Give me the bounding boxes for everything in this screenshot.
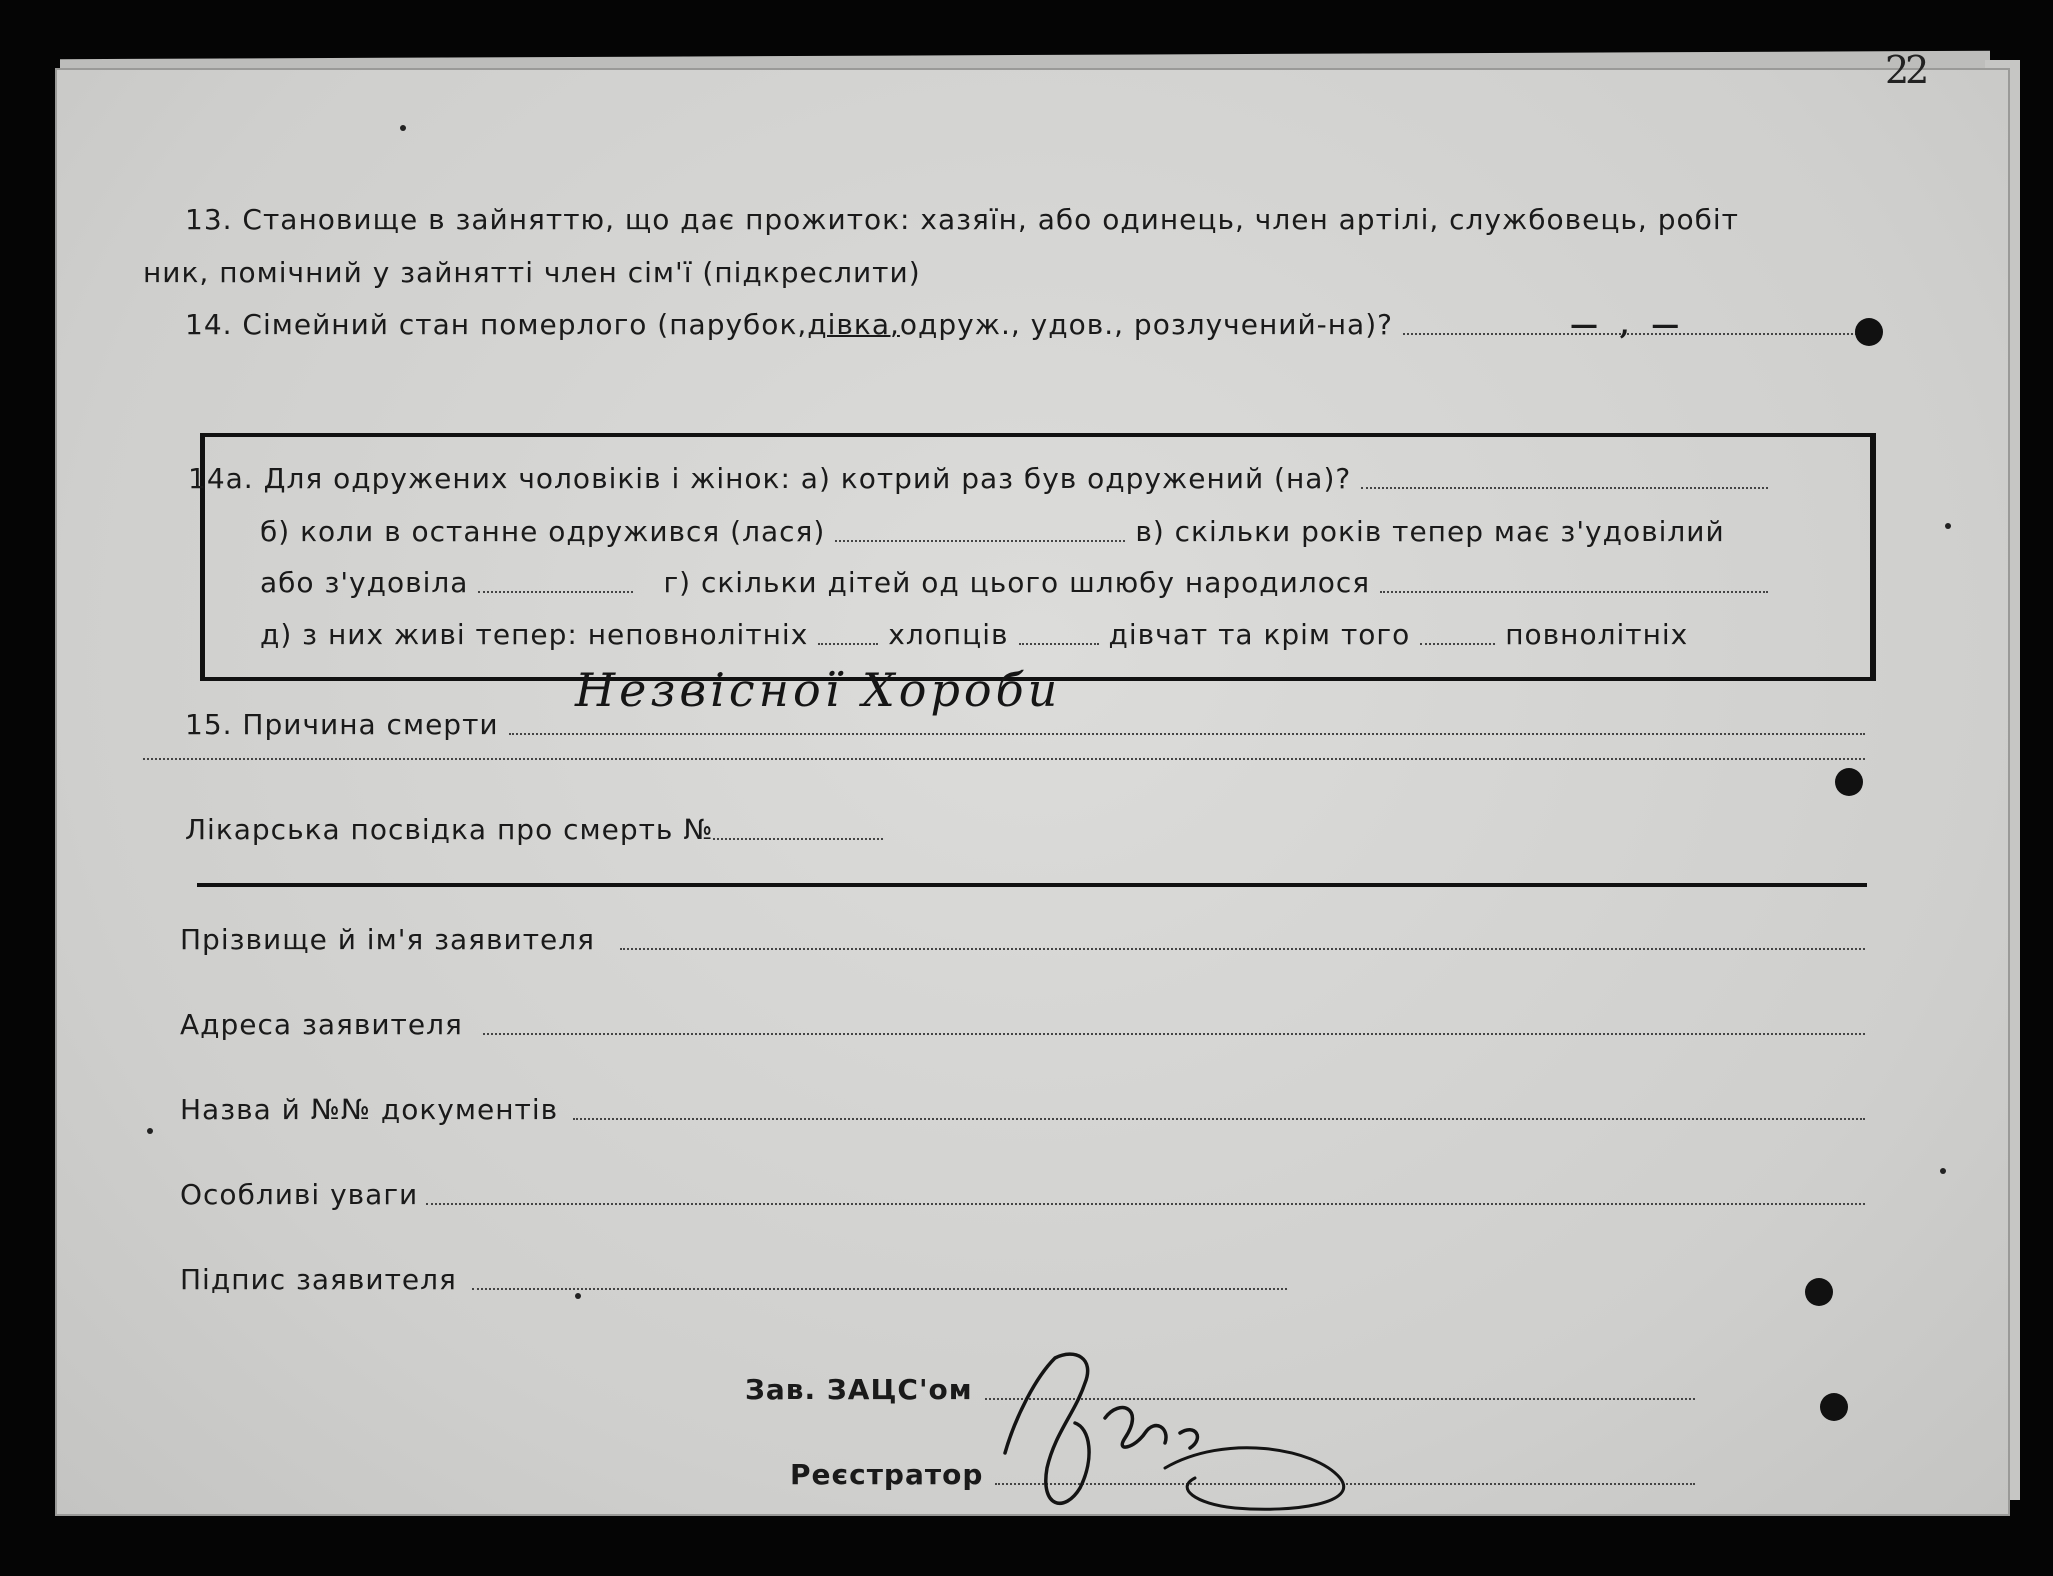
page-number-text: 22 [1885,48,1926,92]
q14a-adults-answer-line[interactable] [1420,643,1495,645]
q14-text-before: 14. Сімейний стан померлого (парубок, [185,308,808,341]
speck-4 [575,1293,581,1299]
punch-hole-4 [1820,1393,1848,1421]
applicant-address-line [180,1008,1865,1041]
q15-label: 15. Причина смерти [185,708,499,741]
q14a-line2 [260,515,1768,548]
applicant-documents-line [180,1093,1865,1126]
speck-5 [147,1128,153,1134]
head-of-office-label: Зав. ЗАЦС'ом [745,1373,973,1406]
medical-certificate-label: Лікарська посвідка про смерть № [185,813,714,846]
applicant-signature-label: Підпис заявителя [180,1263,457,1296]
q14a-adults-label: повнолітніх [1505,618,1689,651]
q14a-boys-answer-line[interactable] [1019,643,1099,645]
q14a-widowed-label: або з'удовіла [260,566,469,599]
applicant-name-label: Прізвище й ім'я заявителя [180,923,596,956]
medical-certificate-line [185,813,893,846]
q15-answer-text: Незвісної Хороби [575,663,1062,717]
q14a-b-label: б) коли в останне одружився (лася) [260,515,826,548]
document-page [55,68,2010,1516]
punch-hole-1 [1855,318,1883,346]
q14a-line4 [260,618,1768,651]
special-notes-label: Особливі уваги [180,1178,419,1211]
registrar-signature [995,1338,1375,1553]
q14a-girls-label: дівчат та крім того [1108,618,1411,651]
q14a-d-label: д) з них живі тепер: неповнолітніх [260,618,809,651]
q13-line1-text: 13. Становище в зайняттю, що дає прожиток: хазяїн, або одинець, член артілі, службовець, робіт [185,203,1739,236]
q13-line1 [185,203,1865,236]
q15-answer-line[interactable] [509,733,1865,735]
q13-line2-text: ник, помічний у зайнятті член сім'ї (підкреслити) [143,256,921,289]
q14a-g-label: г) скільки дітей од цього шлюбу народилося [663,566,1371,599]
q15-continuation [143,758,1865,766]
q14a-c-answer-line[interactable] [478,591,633,593]
applicant-signature-answer-line[interactable] [472,1288,1287,1290]
q14-answer-text: — , — [1570,308,1686,341]
q14a-a-answer-line[interactable] [1361,487,1768,489]
q15-handwritten-answer [575,663,1061,717]
applicant-address-label: Адреса заявителя [180,1008,463,1041]
q14a-line1-text: 14а. Для одружених чоловіків і жінок: а) котрий раз був одружений (на)? [188,462,1352,495]
q14a-minors-answer-line[interactable] [818,643,878,645]
q14-handwritten-answer [1570,308,1685,341]
punch-hole-2 [1835,768,1863,796]
applicant-signature-line [180,1263,1297,1296]
punch-hole-3 [1805,1278,1833,1306]
applicant-name-answer-line[interactable] [620,948,1865,950]
applicant-documents-answer-line[interactable] [573,1118,1865,1120]
q14a-g-answer-line[interactable] [1380,591,1768,593]
applicant-name-line [180,923,1865,956]
q14a-c-label: в) скільки років тепер має з'удовілий [1135,515,1725,548]
medical-certificate-answer-line[interactable] [713,838,883,840]
special-notes-answer-line[interactable] [426,1203,1865,1205]
speck-2 [1940,1168,1946,1174]
q15-continuation-line[interactable] [143,758,1865,760]
q14-text-after: одруж., удов., розлучений-на)? [899,308,1393,341]
applicant-documents-label: Назва й №№ документів [180,1093,559,1126]
page-number [1885,48,1925,92]
q14-underlined-option: дівка, [807,308,900,341]
registrar-label: Реєстратор [790,1458,984,1491]
applicant-address-answer-line[interactable] [483,1033,1865,1035]
q14a-b-answer-line[interactable] [835,540,1125,542]
q14a-line1 [188,462,1768,495]
section-divider [197,883,1867,887]
speck-3 [400,125,406,131]
q14a-boys-label: хлопців [888,618,1009,651]
q14a-line3 [260,566,1768,599]
special-notes-line [180,1178,1865,1211]
speck-1 [1945,523,1951,529]
q13-line2 [143,256,921,289]
